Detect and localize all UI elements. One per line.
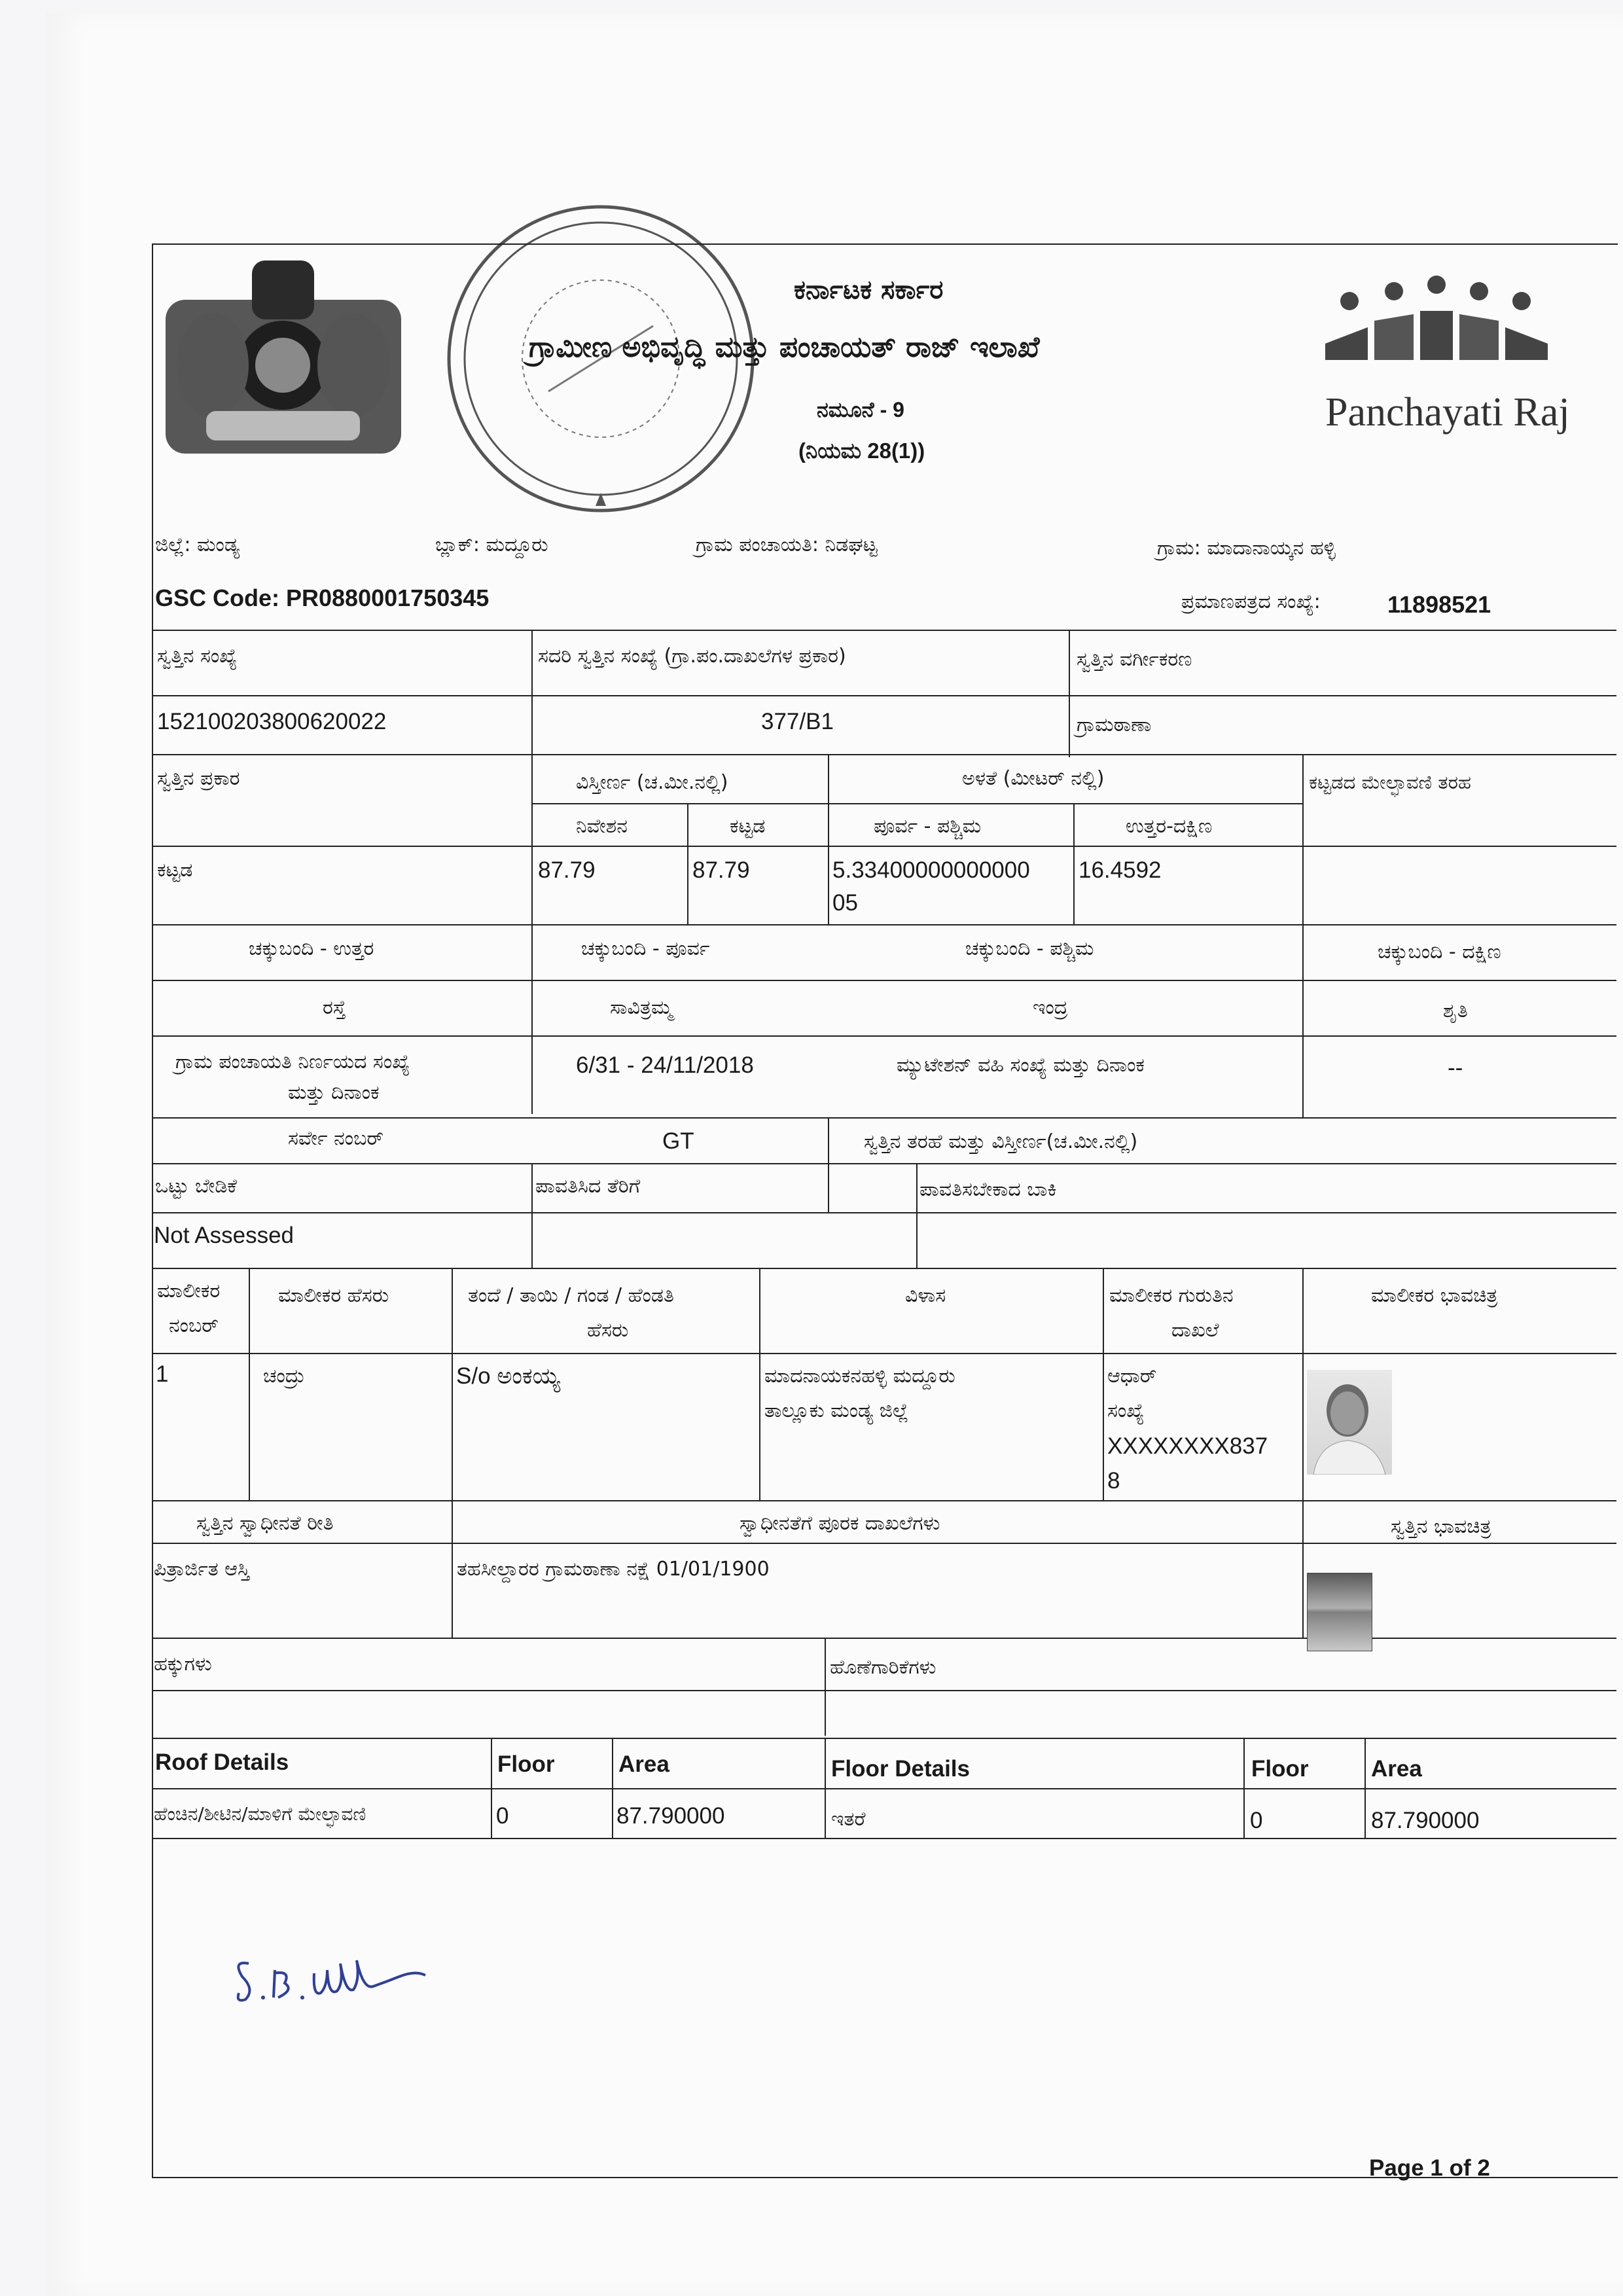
owner-photo	[1307, 1370, 1392, 1475]
property-no-label: ಸ್ವತ್ತಿನ ಸಂಖ್ಯೆ	[157, 645, 238, 668]
owner-id-label-cont: ದಾಖಲೆ	[1171, 1319, 1219, 1342]
north-south-label: ಉತ್ತರ-ದಕ್ಷಿಣ	[1126, 815, 1213, 838]
property-type-area-label: ಸ್ವತ್ತಿನ ತರಹೆ ಮತ್ತು ವಿಸ್ತೀರ್ಣ(ಚ.ಮೀ.ನಲ್ಲಿ)	[864, 1130, 1138, 1153]
roof-construction-label: ಕಟ್ಟಡದ ಮೇಲ್ಛಾವಣಿ ತರಹ	[1309, 771, 1472, 793]
building-area-label: ಕಟ್ಟಡ	[730, 815, 766, 838]
area-label: ವಿಸ್ತೀರ್ಣ (ಚ.ಮೀ.ನಲ್ಲಿ)	[576, 771, 728, 794]
classification-label: ಸ್ವತ್ತಿನ ವರ್ಗೀಕರಣ	[1077, 648, 1192, 671]
handwritten-signature	[229, 1924, 438, 2009]
resolution-number-date: 6/31 - 24/11/2018	[576, 1052, 754, 1078]
certificate-number: 11898521	[1387, 591, 1491, 618]
roof-floor-label: Floor	[497, 1751, 555, 1777]
form-table	[152, 243, 1618, 2178]
id-number-cont: 8	[1107, 1468, 1120, 1494]
village: ಗ್ರಾಮ: ಮಾದಾನಾಯ್ಕನ ಹಳ್ಳಿ	[1157, 537, 1336, 560]
department-title: ಗ್ರಾಮೀಣ ಅಭಿವೃದ್ಧಿ ಮತ್ತು ಪಂಚಾಯತ್ ರಾಜ್ ಇಲಾಖೆ	[529, 331, 1040, 364]
address-label: ವಿಳಾಸ	[905, 1284, 946, 1307]
boundary-south: ಶೃತಿ	[1443, 999, 1468, 1022]
old-property-no-label: ಸದರಿ ಸ್ವತ್ತಿನ ಸಂಖ್ಯೆ (ಗ್ರಾ.ಪಂ.ದಾಖಲೆಗಳ ಪ್ರಕಾರ)	[538, 645, 846, 668]
boundary-north: ರಸ್ತೆ	[323, 996, 346, 1019]
page-number: Page 1 of 2	[1369, 2155, 1490, 2181]
boundary-south-label: ಚಕ್ಕುಬಂದಿ - ದಕ್ಷಿಣ	[1378, 941, 1501, 963]
boundary-north-label: ಚಕ್ಕುಬಂದಿ - ಉತ್ತರ	[249, 937, 374, 960]
boundary-east-label: ಚಕ್ಕುಬಂದಿ - ಪೂರ್ವ	[581, 937, 710, 960]
ownership-docs-label: ಸ್ವಾಧೀನತೆಗೆ ಪೂರಕ ದಾಖಲೆಗಳು	[740, 1512, 940, 1535]
owner-no-label: ಮಾಲೀಕರ	[157, 1280, 221, 1302]
mutation-label: ಮ್ಯುಟೇಶನ್ ವಹಿ ಸಂಖ್ಯೆ ಮತ್ತು ದಿನಾಂಕ	[897, 1054, 1145, 1077]
building-area: 87.79	[692, 857, 750, 883]
ownership-mode: ಪಿತ್ರಾರ್ಜಿತ ಆಸ್ತಿ	[154, 1558, 250, 1581]
owner-relation: S/o ಅಂಕಯ್ಯ	[456, 1363, 560, 1389]
gram-panchayat: ಗ್ರಾಮ ಪಂಚಾಯತಿ: ನಿಡಘಟ್ಟ	[696, 533, 878, 556]
floor-details-label: Floor Details	[831, 1756, 970, 1782]
district: ಜಿಲ್ಲೆ: ಮಂಡ್ಯ	[155, 533, 240, 556]
rights-label: ಹಕ್ಕುಗಳು	[154, 1653, 212, 1676]
survey-number: GT	[662, 1128, 694, 1154]
roof-type: ಹೆಂಚಿನ/ಶೀಟಿನ/ಮಾಳಿಗೆ ಮೇಲ್ಛಾವಣಿ	[154, 1803, 366, 1825]
owner-name: ಚಂದ್ರು	[263, 1365, 306, 1388]
owner-no: 1	[156, 1361, 169, 1387]
survey-number-label: ಸರ್ವೇ ನಂಬರ್	[288, 1127, 383, 1150]
boundary-west: ಇಂದ್ರ	[1033, 996, 1068, 1019]
property-photo-label: ಸ್ವತ್ತಿನ ಭಾವಚಿತ್ರ	[1391, 1515, 1491, 1538]
relation-label: ತಂದೆ / ತಾಯಿ / ಗಂಡ / ಹೆಂಡತಿ	[468, 1284, 674, 1307]
owner-id-label: ಮಾಲೀಕರ ಗುರುತಿನ	[1109, 1284, 1234, 1307]
id-type-cont: ಸಂಖ್ಯೆ	[1107, 1399, 1145, 1422]
site-area: 87.79	[538, 857, 596, 883]
dimensions-label: ಅಳತೆ (ಮೀಟರ್ ನಲ್ಲಿ)	[962, 767, 1105, 790]
mutation-value: --	[1448, 1055, 1463, 1081]
balance-tax-label: ಪಾವತಿಸಬೇಕಾದ ಬಾಕಿ	[919, 1178, 1057, 1201]
east-west-label: ಪೂರ್ವ - ಪಶ್ಚಿಮ	[874, 815, 982, 838]
id-type: ಆಧಾರ್	[1107, 1365, 1157, 1388]
old-property-no: 377/B1	[761, 709, 834, 734]
classification: ಗ್ರಾಮಠಾಣಾ	[1077, 713, 1152, 736]
boundary-east: ಸಾವಿತ್ರಮ್ಮ	[610, 996, 673, 1019]
north-south-dimension: 16.4592	[1079, 857, 1162, 883]
form-number: ನಮೂನೆ - 9	[817, 398, 904, 422]
resolution-label-cont: ಮತ್ತು ದಿನಾಂಕ	[288, 1081, 380, 1104]
floor-area-label: Area	[1371, 1756, 1422, 1782]
owner-address: ಮಾದನಾಯಕನಹಳ್ಳಿ ಮದ್ದೂರು	[764, 1365, 955, 1388]
ownership-mode-label: ಸ್ವತ್ತಿನ ಸ್ವಾಧೀನತೆ ರೀತಿ	[196, 1512, 334, 1535]
owner-address-cont: ತಾಲ್ಲೂಕು ಮಂಡ್ಯ ಜಿಲ್ಲೆ	[764, 1399, 909, 1422]
paid-tax-label: ಪಾವತಿಸಿದ ತೆರಿಗೆ	[535, 1175, 641, 1198]
roof-area-label: Area	[618, 1751, 669, 1777]
total-demand-label: ಒಟ್ಟು ಬೇಡಿಕೆ	[155, 1175, 237, 1198]
gsc-code: GSC Code: PR0880001750345	[155, 584, 490, 611]
logo-text: Panchayati Raj	[1325, 390, 1570, 435]
relation-label-cont: ಹೆಸರು	[587, 1319, 629, 1342]
total-demand: Not Assessed	[154, 1223, 294, 1248]
certificate-label: ಪ್ರಮಾಣಪತ್ರದ ಸಂಖ್ಯೆ:	[1181, 590, 1321, 613]
site-area-label: ನಿವೇಶನ	[576, 815, 628, 838]
floor-type: ಇತರೆ	[831, 1808, 866, 1831]
ownership-docs: ತಹಸೀಲ್ದಾರರ ಗ್ರಾಮಠಾಣಾ ನಕ್ಷೆ 01/01/1900	[457, 1558, 770, 1581]
owner-no-label-cont: ನಂಬರ್	[169, 1314, 219, 1337]
east-west-dimension-cont: 05	[832, 890, 858, 916]
property-no: 152100203800620022	[157, 709, 387, 734]
owner-name-label: ಮಾಲೀಕರ ಹೆಸರು	[278, 1284, 389, 1307]
boundary-west-label: ಚಕ್ಕುಬಂದಿ - ಪಶ್ಚಿಮ	[965, 937, 1094, 960]
resolution-label: ಗ್ರಾಮ ಪಂಚಾಯತಿ ನಿರ್ಣಯದ ಸಂಖ್ಯೆ	[175, 1050, 410, 1073]
block: ಬ್ಲಾಕ್: ಮದ್ದೂರು	[435, 533, 548, 556]
rule-number: (ನಿಯಮ 28(1))	[798, 439, 925, 463]
floor-area: 87.790000	[1371, 1808, 1480, 1833]
roof-area: 87.790000	[616, 1803, 725, 1829]
liabilities-label: ಹೊಣೆಗಾರಿಕೆಗಳು	[830, 1656, 936, 1679]
property-photo	[1307, 1573, 1372, 1651]
owner-photo-label: ಮಾಲೀಕರ ಭಾವಚಿತ್ರ	[1371, 1284, 1498, 1307]
floor-floor: 0	[1250, 1808, 1263, 1833]
id-number: XXXXXXXX837	[1107, 1433, 1268, 1459]
floor-floor-label: Floor	[1251, 1756, 1309, 1782]
property-type-label: ಸ್ವತ್ತಿನ ಪ್ರಕಾರ	[157, 767, 240, 790]
property-type: ಕಟ್ಟಡ	[157, 859, 193, 882]
roof-floor: 0	[496, 1803, 509, 1829]
govt-title: ಕರ್ನಾಟಕ ಸರ್ಕಾರ	[794, 275, 944, 305]
east-west-dimension: 5.33400000000000	[832, 857, 1030, 883]
roof-details-label: Roof Details	[155, 1749, 289, 1775]
